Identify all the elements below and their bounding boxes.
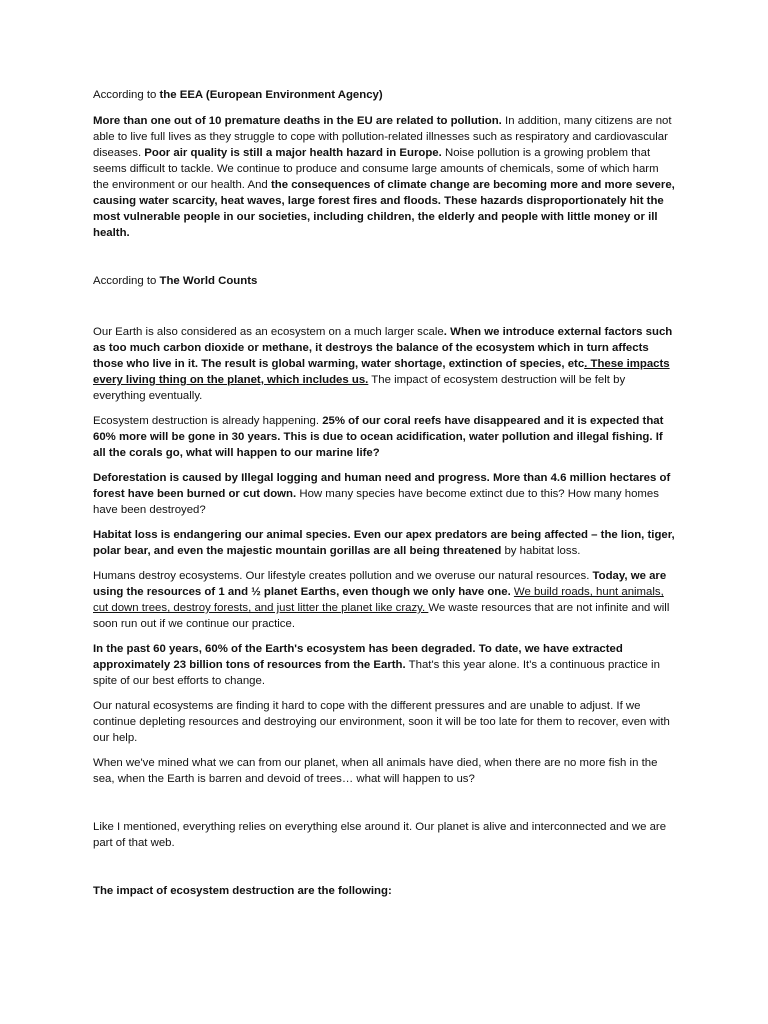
body-text: Noise pollution is a growing problem that seems difficult to tackle. We continue to produce and consume large amounts of chemicals, some of which harm the environment or our health. And	[93, 147, 659, 191]
bold-text: Today, we are using the resources of 1 and ½ planet Earths, even though we only have one.	[93, 570, 667, 598]
wc-paragraph-3	[93, 470, 675, 518]
wc-paragraph-4	[93, 527, 675, 559]
eea-paragraph	[93, 113, 675, 241]
bold-text: Habitat loss is endangering our animal species. Even our apex predators are being affected – the lion, tiger, polar bear, and even the majestic mountain gorillas are all being threatened	[93, 529, 675, 557]
wc-paragraph-2	[93, 413, 675, 461]
body-text: by habitat loss.	[501, 545, 581, 557]
body-text: Humans destroy ecosystems. Our lifestyle creates pollution and we overuse our natural resources.	[93, 570, 593, 582]
bold-text: Deforestation is caused by Illegal logging and human need and progress. More than 4.6 million hectares of forest have been burned or cut down.	[93, 472, 671, 500]
body-text: How many species have become extinct due to this? How many homes have been destroyed?	[93, 488, 659, 516]
bold-text: the consequences of climate change are becoming more and more severe, causing water scarcity, heat waves, large forest fires and floods. These hazards disproportionately hit the most vulnerable people in our societies, including children, the elderly and people with little money or ill health.	[93, 179, 675, 239]
document-page	[93, 87, 675, 899]
underlined-bold-text: . These impacts every living thing on the planet, which includes us.	[93, 358, 670, 386]
bold-text: In the past 60 years, 60% of the Earth's ecosystem has been degraded. To date, we have extracted approximately 23 billion tons of resources from the Earth.	[93, 643, 623, 671]
bold-text: Poor air quality is still a major health hazard in Europe.	[144, 147, 442, 159]
wc-paragraph-7: Our natural ecosystems are finding it hard to cope with the different pressures and are unable to adjust. If we continue depleting resources and destroying our environment, soon it will be too late for them to recover, even with our help.	[93, 700, 670, 744]
body-text: Our Earth is also considered as an ecosystem on a much larger scale	[93, 326, 444, 338]
wc-paragraph-5	[93, 568, 675, 632]
wc-paragraph-1	[93, 324, 675, 404]
section-heading: The impact of ecosystem destruction are the following:	[93, 885, 392, 897]
intro-prefix: According to	[93, 275, 160, 287]
closing-paragraph: Like I mentioned, everything relies on everything else around it. Our planet is alive and interconnected and we are part of that web.	[93, 821, 667, 849]
bold-text: 25% of our coral reefs have disappeared and it is expected that 60% more will be gone in 30 years. This is due to ocean acidification, water pollution and illegal fishing. If all the corals go, what will happen to our marine life?	[93, 415, 664, 459]
bold-text: More than one out of 10 premature deaths in the EU are related to pollution.	[93, 115, 502, 127]
bold-text: . When we introduce external factors such as too much carbon dioxide or methane, it destroys the balance of the ecosystem which in turn affects those who live in it. The result is global warming, water shortage, extinction of species, etc	[93, 326, 673, 370]
source-name: The World Counts	[159, 275, 258, 287]
eea-intro	[93, 87, 675, 103]
wc-paragraph-6	[93, 641, 675, 689]
body-text: The impact of ecosystem destruction will be felt by everything eventually.	[93, 374, 626, 402]
body-text: We waste resources that are not infinite and will soon run out if we continue our practice.	[93, 602, 670, 630]
wc-paragraph-8: When we've mined what we can from our planet, when all animals have died, when there are no more fish in the sea, when the Earth is barren and devoid of trees… what will happen to us?	[93, 757, 658, 785]
body-text: That's this year alone. It's a continuous practice in spite of our best efforts to change.	[93, 659, 660, 687]
source-name: the EEA (European Environment Agency)	[159, 89, 383, 101]
world-counts-intro	[93, 273, 675, 289]
body-text: Ecosystem destruction is already happening.	[93, 415, 323, 427]
intro-prefix: According to	[93, 89, 160, 101]
body-text: In addition, many citizens are not able to live full lives as they struggle to cope with pollution-related illnesses such as respiratory and cardiovascular diseases.	[93, 115, 672, 159]
underlined-text: We build roads, hunt animals, cut down trees, destroy forests, and just litter the planet like crazy.	[93, 586, 664, 614]
